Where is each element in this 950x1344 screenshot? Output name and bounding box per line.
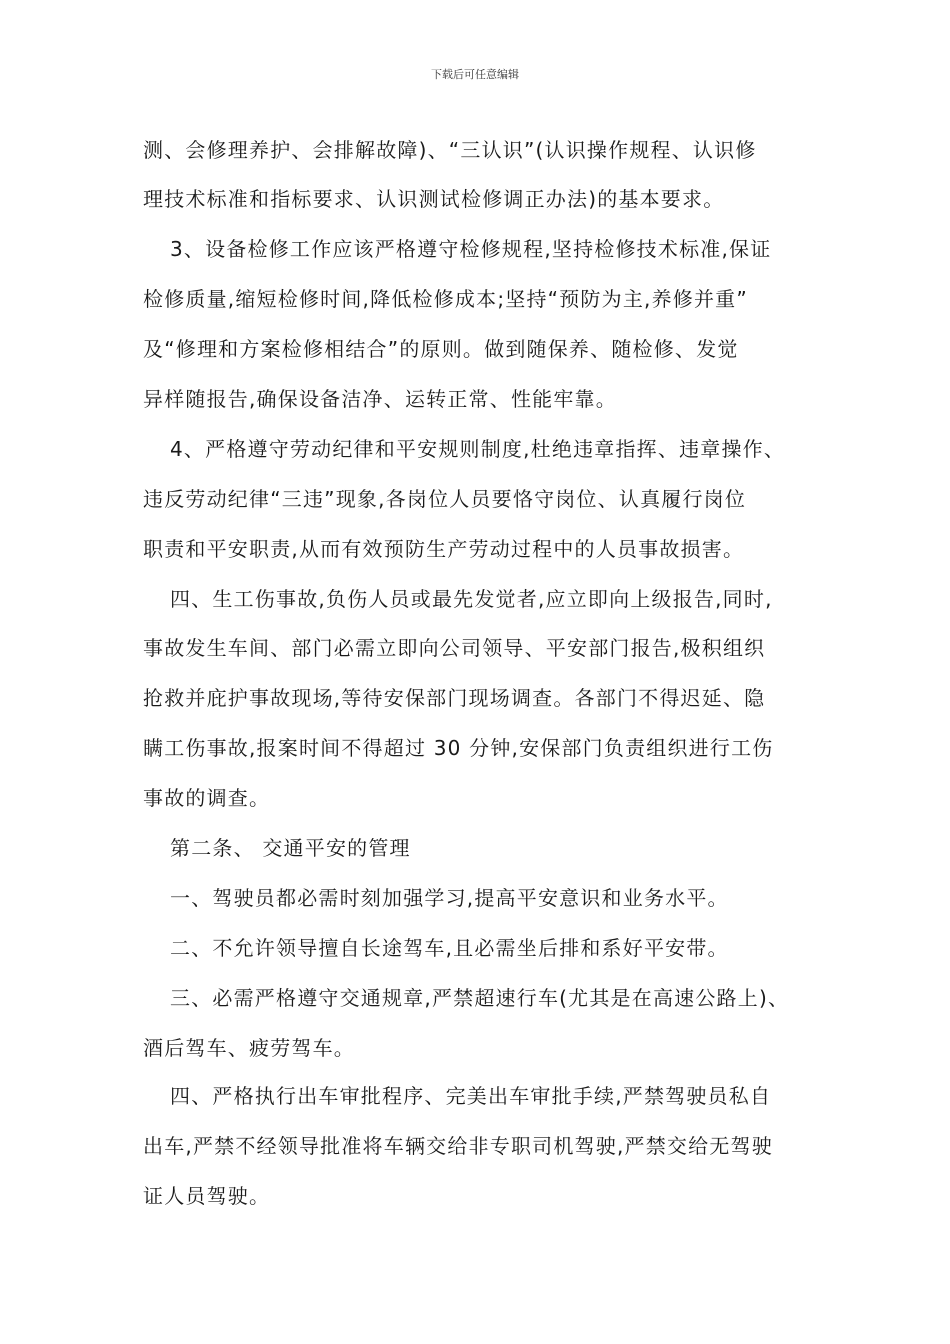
- body-line: 一、驾驶员都必需时刻加强学习,提高平安意识和业务水平。: [170, 886, 729, 910]
- body-line: 瞒工伤事故,报案时间不得超过 30 分钟,安保部门负责组织进行工伤: [143, 736, 774, 760]
- body-line: 出车,严禁不经领导批准将车辆交给非专职司机驾驶,严禁交给无驾驶: [143, 1134, 773, 1158]
- body-line: 违反劳动纪律“三违”现象,各岗位人员要恪守岗位、认真履行岗位: [143, 487, 747, 511]
- body-line: 检修质量,缩短检修时间,降低检修成本;坚持“预防为主,养修并重”: [143, 287, 748, 311]
- body-line: 4、严格遵守劳动纪律和平安规则制度,杜绝违章指挥、违章操作、: [170, 437, 786, 461]
- body-line: 抢救并庇护事故现场,等待安保部门现场调查。各部门不得迟延、隐: [143, 686, 766, 710]
- body-line: 3、设备检修工作应该严格遵守检修规程,坚持检修技术标准,保证: [170, 237, 772, 261]
- body-line: 事故的调查。: [143, 786, 271, 810]
- body-line: 职责和平安职责,从而有效预防生产劳动过程中的人员事故损害。: [143, 537, 745, 561]
- page-header: 下载后可任意编辑: [431, 68, 519, 81]
- body-line: 酒后驾车、疲劳驾车。: [143, 1036, 355, 1060]
- section-heading: 第二条、 交通平安的管理: [170, 836, 411, 860]
- body-line: 三、必需严格遵守交通规章,严禁超速行车(尤其是在高速公路上)、: [170, 986, 790, 1010]
- body-line: 事故发生车间、部门必需立即向公司领导、平安部门报告,极积组织: [143, 636, 766, 660]
- body-line: 及“修理和方案检修相结合”的原则。做到随保养、随检修、发觉: [143, 337, 739, 361]
- body-line: 四、严格执行出车审批程序、完美出车审批手续,严禁驾驶员私自: [170, 1084, 772, 1108]
- body-line: 证人员驾驶。: [143, 1184, 271, 1208]
- body-line: 异样随报告,确保设备洁净、运转正常、性能牢靠。: [143, 387, 617, 411]
- body-line: 理技术标准和指标要求、认识测试检修调正办法)的基本要求。: [143, 187, 725, 211]
- body-line: 四、生工伤事故,负伤人员或最先发觉者,应立即向上级报告,同时,: [170, 587, 773, 611]
- body-line: 二、不允许领导擅自长途驾车,且必需坐后排和系好平安带。: [170, 936, 729, 960]
- body-line: 测、会修理养护、会排解故障)、“三认识”(认识操作规程、认识修: [143, 138, 757, 162]
